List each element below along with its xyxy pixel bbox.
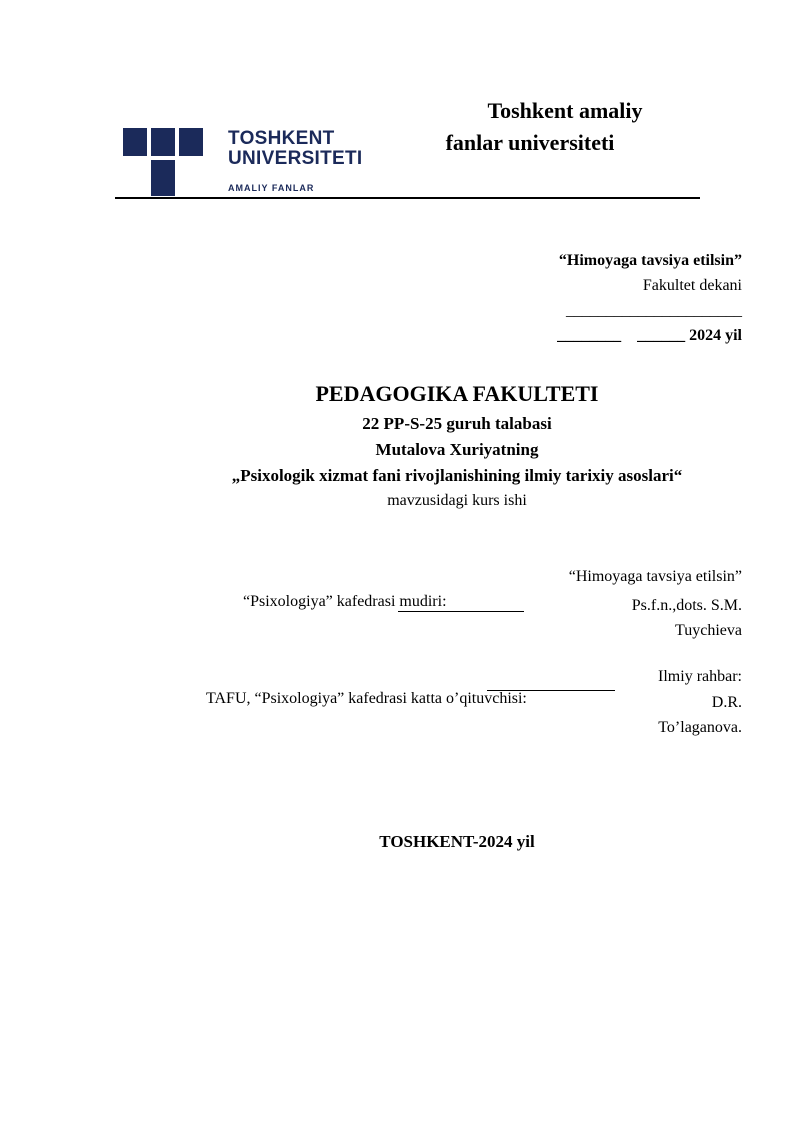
university-title-line2: fanlar universiteti: [445, 130, 615, 155]
approval-role: Fakultet dekani: [642, 277, 742, 294]
head-name-line2: Tuychieva: [675, 622, 742, 639]
date-blank-day: ________: [557, 327, 622, 344]
approval-date: [442, 323, 742, 348]
university-title-line1: Toshkent amaliy: [487, 98, 643, 123]
thesis-topic: „Psixologik xizmat fani rivojlanishining ilmiy tarixiy asoslari“: [231, 466, 683, 485]
logo-subtext: AMALIY FANLAR: [228, 183, 315, 193]
header-divider: [115, 197, 700, 199]
faculty-title: PEDAGOGIKA FAKULTETI: [315, 381, 599, 406]
approval-heading-bottom: “Himoyaga tavsiya etilsin”: [568, 568, 742, 585]
date-blank-month: ______: [637, 327, 686, 344]
thesis-subtitle: mavzusidagi kurs ishi: [387, 492, 527, 509]
university-title: [420, 95, 710, 159]
group-line: 22 PP-S-25 guruh talabasi: [362, 414, 552, 433]
logo-text-line1: TOSHKENT: [228, 128, 335, 149]
advisor-role: Ilmiy rahbar:: [658, 668, 742, 685]
advisor-name-line2: To’laganova.: [658, 719, 742, 736]
approval-heading: “Himoyaga tavsiya etilsin”: [558, 252, 742, 269]
head-name-line1: Ps.f.n.,dots. S.M.: [631, 597, 742, 614]
approval-year: 2024 yil: [689, 327, 742, 344]
logo-grid-icon: [123, 128, 203, 196]
advisor-name-line1: D.R.: [711, 694, 742, 711]
department-head-name: [462, 593, 742, 643]
advisor-label: TAFU, “Psixologiya” kafedrasi katta o’qituvchisi:: [206, 690, 527, 707]
student-name: Mutalova Xuriyatning: [375, 440, 539, 459]
signature-blank: ______________________: [566, 302, 742, 319]
logo-text-line2: UNIVERSITETI: [228, 148, 363, 169]
university-logo: [123, 128, 363, 198]
advisor-name: [462, 690, 742, 740]
city-year: TOSHKENT-2024 yil: [379, 832, 535, 851]
department-head-label: “Psixologiya” kafedrasi mudiri:: [243, 593, 447, 610]
approval-block-top: [442, 248, 742, 348]
